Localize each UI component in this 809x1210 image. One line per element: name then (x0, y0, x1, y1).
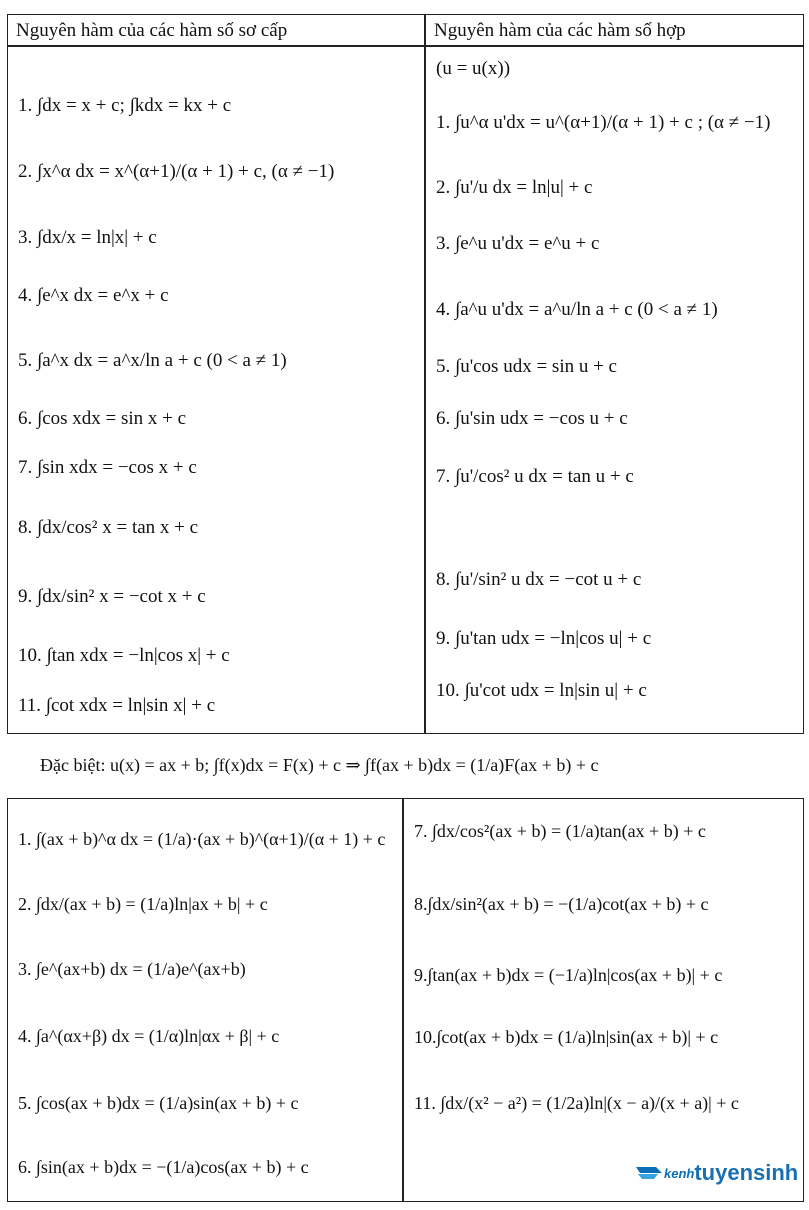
logo-text-kenh: kenh (664, 1165, 695, 1181)
formula-bottom-left-1: 1. ∫(ax + b)^α dx = (1/a)·(ax + b)^(α+1)/(α + 1) + c (18, 829, 386, 849)
right-note: (u = u(x)) (436, 58, 511, 79)
formula-bottom-right-7: 7. ∫dx/cos²(ax + b) = (1/a)tan(ax + b) + c (414, 821, 706, 841)
special-note: Đặc biệt: u(x) = ax + b; ∫f(x)dx = F(x) + c ⇒ ∫f(ax + b)dx = (1/a)F(ax + b) + c (40, 755, 599, 775)
formula-bottom-right-9: 9.∫tan(ax + b)dx = (−1/a)ln|cos(ax + b)| + c (414, 965, 723, 985)
formula-bottom-left-4: 4. ∫a^(αx+β) dx = (1/α)ln|αx + β| + c (18, 1026, 280, 1046)
formula-bottom-left-3: 3. ∫e^(ax+b) dx = (1/a)e^(ax+b) (18, 959, 246, 979)
top-table-column-divider (424, 14, 426, 734)
formula-left-2: 2. ∫x^α dx = x^(α+1)/(α + 1) + c, (α ≠ −1) (18, 161, 335, 182)
formula-left-5: 5. ∫a^x dx = a^x/ln a + c (0 < a ≠ 1) (18, 350, 287, 371)
formula-right-4: 4. ∫a^u u'dx = a^u/ln a + c (0 < a ≠ 1) (436, 299, 718, 320)
formula-left-3: 3. ∫dx/x = ln|x| + c (18, 227, 157, 248)
formula-left-9: 9. ∫dx/sin² x = −cot x + c (18, 586, 206, 607)
formula-left-11: 11. ∫cot xdx = ln|sin x| + c (18, 695, 216, 716)
formula-bottom-left-5: 5. ∫cos(ax + b)dx = (1/a)sin(ax + b) + c (18, 1093, 299, 1113)
formula-left-8: 8. ∫dx/cos² x = tan x + c (18, 517, 199, 538)
formula-bottom-left-6: 6. ∫sin(ax + b)dx = −(1/a)cos(ax + b) + c (18, 1157, 309, 1177)
formula-right-2: 2. ∫u'/u dx = ln|u| + c (436, 177, 593, 198)
header-left: Nguyên hàm của các hàm số sơ cấp (16, 20, 288, 41)
bottom-table-column-divider (402, 798, 404, 1202)
formula-right-3: 3. ∫e^u u'dx = e^u + c (436, 233, 600, 254)
formula-right-7: 7. ∫u'/cos² u dx = tan u + c (436, 466, 634, 487)
header-right: Nguyên hàm của các hàm số hợp (434, 20, 686, 41)
formula-bottom-right-11: 11. ∫dx/(x² − a²) = (1/2a)ln|(x − a)/(x + a)| + c (414, 1093, 739, 1113)
formula-bottom-left-2: 2. ∫dx/(ax + b) = (1/a)ln|ax + b| + c (18, 894, 268, 914)
formula-bottom-right-8: 8.∫dx/sin²(ax + b) = −(1/a)cot(ax + b) + c (414, 894, 709, 914)
formula-left-10: 10. ∫tan xdx = −ln|cos x| + c (18, 645, 230, 666)
wing-icon (634, 1163, 664, 1183)
formula-left-7: 7. ∫sin xdx = −cos x + c (18, 457, 197, 478)
top-table-header-divider (7, 45, 804, 47)
formula-left-6: 6. ∫cos xdx = sin x + c (18, 408, 187, 429)
formula-left-1: 1. ∫dx = x + c; ∫kdx = kx + c (18, 95, 232, 116)
bottom-table (7, 798, 804, 1202)
formula-right-8: 8. ∫u'/sin² u dx = −cot u + c (436, 569, 642, 590)
kenhtuyensinh-logo (634, 1160, 798, 1186)
formula-right-1: 1. ∫u^α u'dx = u^(α+1)/(α + 1) + c ; (α ≠ −1) (436, 112, 771, 133)
logo-text-tuyensinh: tuyensinh (694, 1160, 799, 1185)
formula-right-9: 9. ∫u'tan udx = −ln|cos u| + c (436, 628, 652, 649)
formula-left-4: 4. ∫e^x dx = e^x + c (18, 285, 169, 306)
formula-right-10: 10. ∫u'cot udx = ln|sin u| + c (436, 680, 647, 701)
formula-right-6: 6. ∫u'sin udx = −cos u + c (436, 408, 628, 429)
formula-right-5: 5. ∫u'cos udx = sin u + c (436, 356, 617, 377)
formula-bottom-right-10: 10.∫cot(ax + b)dx = (1/a)ln|sin(ax + b)| + c (414, 1027, 719, 1047)
